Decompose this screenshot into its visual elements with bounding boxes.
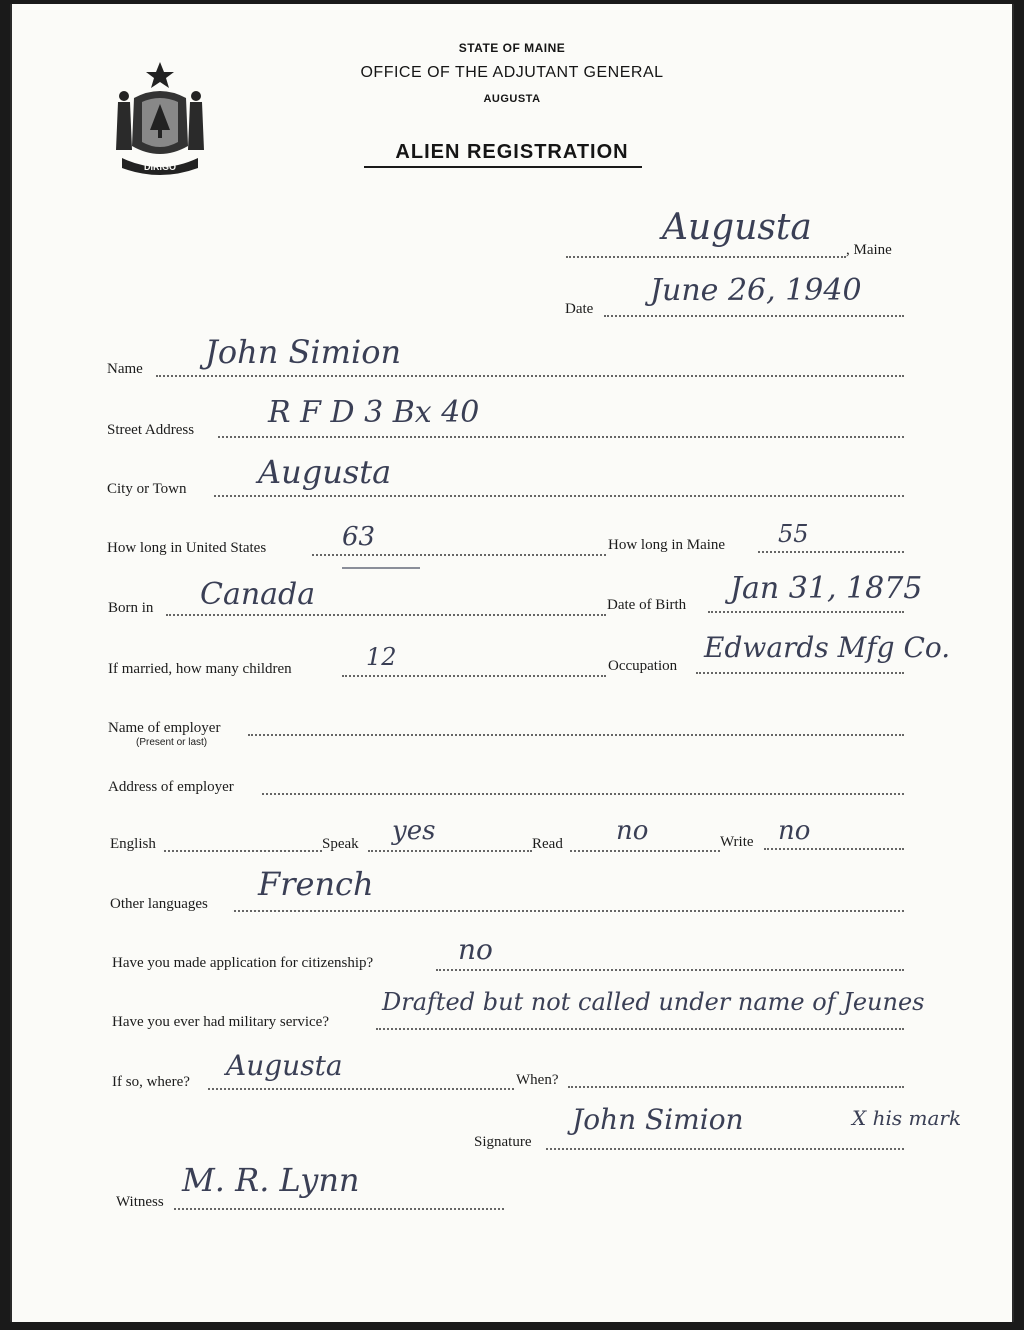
header-office: OFFICE OF THE ADJUTANT GENERAL bbox=[360, 64, 664, 81]
street-line bbox=[218, 436, 904, 438]
signature-mark: X his mark bbox=[852, 1106, 962, 1130]
speak-label: Speak bbox=[322, 836, 359, 852]
name-line bbox=[156, 375, 904, 377]
employer-note: (Present or last) bbox=[136, 737, 208, 748]
military-value: Drafted but not called under name of Jeunes bbox=[382, 988, 925, 1016]
state-seal-icon bbox=[108, 58, 212, 180]
maine-years-line bbox=[758, 551, 904, 553]
english-line bbox=[164, 850, 322, 852]
children-label: If married, how many children bbox=[108, 661, 292, 677]
employer-label: Name of employer bbox=[108, 720, 221, 736]
signature-value: John Simion bbox=[572, 1103, 744, 1136]
born-line bbox=[166, 614, 606, 616]
city-line bbox=[214, 495, 904, 497]
other-lang-value: French bbox=[258, 865, 374, 903]
date-label: Date bbox=[565, 301, 594, 317]
citizenship-line bbox=[436, 969, 904, 971]
where-label: If so, where? bbox=[112, 1074, 190, 1090]
signature-label: Signature bbox=[474, 1134, 532, 1150]
us-years-label: How long in United States bbox=[107, 540, 267, 556]
when-line bbox=[568, 1086, 904, 1088]
place-line bbox=[566, 256, 846, 258]
header-state: STATE OF MAINE bbox=[458, 41, 566, 55]
citizenship-value: no bbox=[458, 933, 493, 966]
signature-line bbox=[546, 1148, 904, 1150]
speak-value: yes bbox=[392, 816, 436, 846]
employer-line bbox=[248, 734, 904, 736]
maine-years-label: How long in Maine bbox=[608, 537, 726, 553]
name-value: John Simion bbox=[205, 333, 402, 371]
dob-value: Jan 31, 1875 bbox=[730, 571, 923, 606]
where-line bbox=[208, 1088, 514, 1090]
form-title: ALIEN REGISTRATION bbox=[395, 141, 629, 163]
children-line bbox=[342, 675, 606, 677]
witness-label: Witness bbox=[116, 1194, 164, 1210]
us-years-underline bbox=[342, 567, 420, 569]
date-line bbox=[604, 315, 904, 317]
read-line bbox=[570, 850, 720, 852]
children-value: 12 bbox=[366, 643, 397, 671]
dob-label: Date of Birth bbox=[607, 597, 687, 613]
read-value: no bbox=[616, 816, 649, 846]
occupation-label: Occupation bbox=[608, 658, 678, 674]
born-label: Born in bbox=[108, 600, 154, 616]
write-label: Write bbox=[720, 834, 754, 850]
english-label: English bbox=[110, 836, 156, 852]
dob-line bbox=[708, 611, 904, 613]
other-lang-line bbox=[234, 910, 904, 912]
employer-address-label: Address of employer bbox=[108, 779, 234, 795]
when-label: When? bbox=[516, 1072, 559, 1088]
born-value: Canada bbox=[200, 577, 316, 612]
city-label: City or Town bbox=[107, 481, 187, 497]
date-value: June 26, 1940 bbox=[650, 273, 862, 308]
occupation-line bbox=[696, 672, 904, 674]
place-value: Augusta bbox=[662, 207, 812, 248]
read-label: Read bbox=[532, 836, 563, 852]
witness-line bbox=[174, 1208, 504, 1210]
military-label: Have you ever had military service? bbox=[112, 1014, 329, 1030]
citizenship-label: Have you made application for citizenship? bbox=[112, 955, 374, 971]
employer-address-line bbox=[262, 793, 904, 795]
military-line bbox=[376, 1028, 904, 1030]
maine-label: , Maine bbox=[846, 242, 892, 258]
seal-banner-text: DIRIGO bbox=[143, 162, 177, 172]
city-value: Augusta bbox=[258, 453, 392, 491]
speak-line bbox=[368, 850, 532, 852]
street-value: R F D 3 Bx 40 bbox=[268, 395, 480, 430]
witness-value: M. R. Lynn bbox=[182, 1161, 360, 1199]
name-label: Name bbox=[107, 361, 143, 377]
where-value: Augusta bbox=[226, 1049, 343, 1082]
maine-years-value: 55 bbox=[778, 520, 809, 548]
occupation-value: Edwards Mfg Co. bbox=[704, 631, 951, 664]
write-value: no bbox=[778, 816, 811, 846]
street-label: Street Address bbox=[107, 422, 195, 438]
us-years-line bbox=[312, 554, 606, 556]
title-underline bbox=[364, 166, 642, 168]
us-years-value: 63 bbox=[342, 522, 376, 552]
write-line bbox=[764, 848, 904, 850]
other-lang-label: Other languages bbox=[110, 896, 208, 912]
header-city: AUGUSTA bbox=[483, 93, 541, 105]
